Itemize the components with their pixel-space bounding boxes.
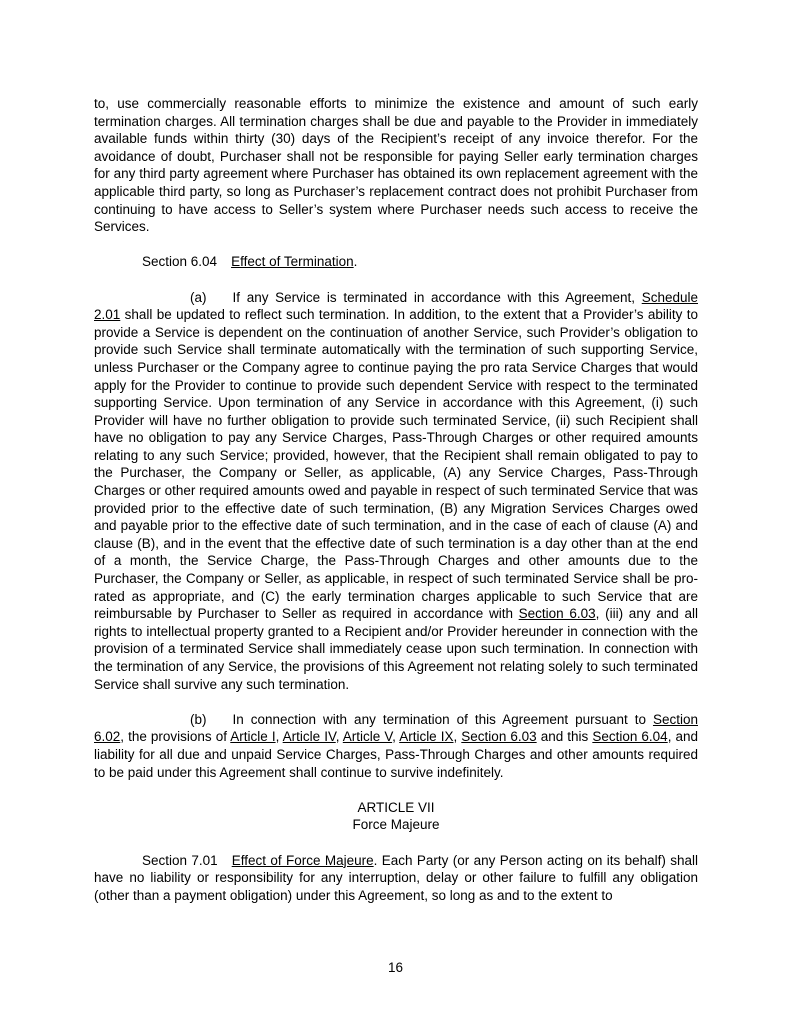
cross-reference: Schedule 2.01 (94, 289, 698, 323)
article-subheading: Force Majeure (352, 817, 440, 833)
section-6-04-heading: Section 6.04 Effect of Termination. (142, 254, 358, 270)
paragraph-a: (a) If any Service is terminated in accordance with this Agreement, Schedule 2.01 shall be updated to reflect such termination. In addition, to the extent that a Provider’s ability to provide a Service is dependent on the continuation of another Service, such Provider’s obligation to provide such Service shall terminate automatically with the termination of such supporting Service, unless Purchaser or the Company agree to continue paying the pro rata Service Charges that would apply for the Provider to continue to provide such dependent Service with respect to the terminated supporting Service. Upon termination of any Service in accordance with this Agreement, (i) such Provider will have no further obligation to provide such terminated Service, (ii) such Recipient shall have no obligation to pay any Service Charges, Pass-Through Charges or other required amounts relating to any such Service; provided, however, that the Recipient shall remain obligated to pay to the Purchaser, the Company or Seller, as applicable, (A) any Service Charges, Pass-Through Charges or other required amounts owed and payable in respect of such terminated Service that was provided prior to the effective date of such termination, (B) any Migration Services Charges owed and payable prior to the effective date of such termination, and in the case of each of clause (A) and clause (B), and in the event that the effective date of such termination is a day other than at the end of a month, the Service Charge, the Pass-Through Charges and other amounts due to the Purchaser, the Company or Seller, as applicable, in respect of such terminated Service shall be pro-rated as appropriate, and (C) the early termination charges applicable to such Service that are reimbursable by Purchaser to Seller as required in accordance with Section 6.03, (iii) any and all rights to intellectual property granted to a Recipient and/or Provider hereunder in connection with the provision of a terminated Service shall immediately cease upon such termination. In connection with the termination of any Service, the provisions of this Agreement not relating solely to such terminated Service shall survive any such termination. (94, 289, 698, 692)
section-7-01: Section 7.01 Effect of Force Majeure. Each Party (or any Person acting on its behalf) shall have no liability or responsibility for any interruption, delay or other failure to fulfill any obligation (other than a payment obligation) under this Agreement, so long as and to the extent to (94, 852, 699, 903)
cross-reference: Article IX (399, 729, 454, 745)
cross-reference: Section 6.03 (461, 729, 537, 745)
cross-reference: Article IV (282, 729, 336, 745)
article-heading: ARTICLE VII (357, 799, 435, 815)
section-title: Effect of Force Majeure (231, 852, 374, 868)
cross-reference: Section 6.04 (592, 729, 668, 745)
page-number: 16 (387, 960, 404, 975)
cross-reference: Section 6.02 (94, 711, 698, 745)
paragraph-carryover: to, use commercially reasonable efforts to minimize the existence and amount of such early termination charges. All termination charges shall be due and payable to the Provider in immediately available funds within thirty (30) days of the Recipient’s receipt of any invoice therefor. For the avoidance of doubt, Purchaser shall not be responsible for paying Seller early termination charges for any third party agreement where Purchaser has obtained its own replacement agreement with the applicable third party, so long as Purchaser’s replacement contract does not prohibit Purchaser from continuing to have access to Seller’s system where Purchaser needs such access to receive the Services. (94, 96, 698, 235)
cross-reference: Section 6.03 (518, 606, 596, 622)
clause-label: (a) (190, 289, 207, 305)
section-title: Effect of Termination (231, 254, 354, 270)
section-number: Section 7.01 (142, 852, 218, 868)
document-page (94, 95, 698, 904)
paragraph-b: (b) In connection with any termination of this Agreement pursuant to Section 6.02, the provisions of Article I, Article IV, Article V, Article IX, Section 6.03 and this Section 6.04, and liability for all due and unpaid Service Charges, Pass-Through Charges and other amounts required to be paid under this Agreement shall continue to survive indefinitely. (94, 711, 699, 780)
cross-reference: Article I (230, 729, 276, 745)
cross-reference: Article V (342, 729, 393, 745)
section-number: Section 6.04 (142, 254, 218, 270)
clause-label: (b) (190, 711, 207, 727)
